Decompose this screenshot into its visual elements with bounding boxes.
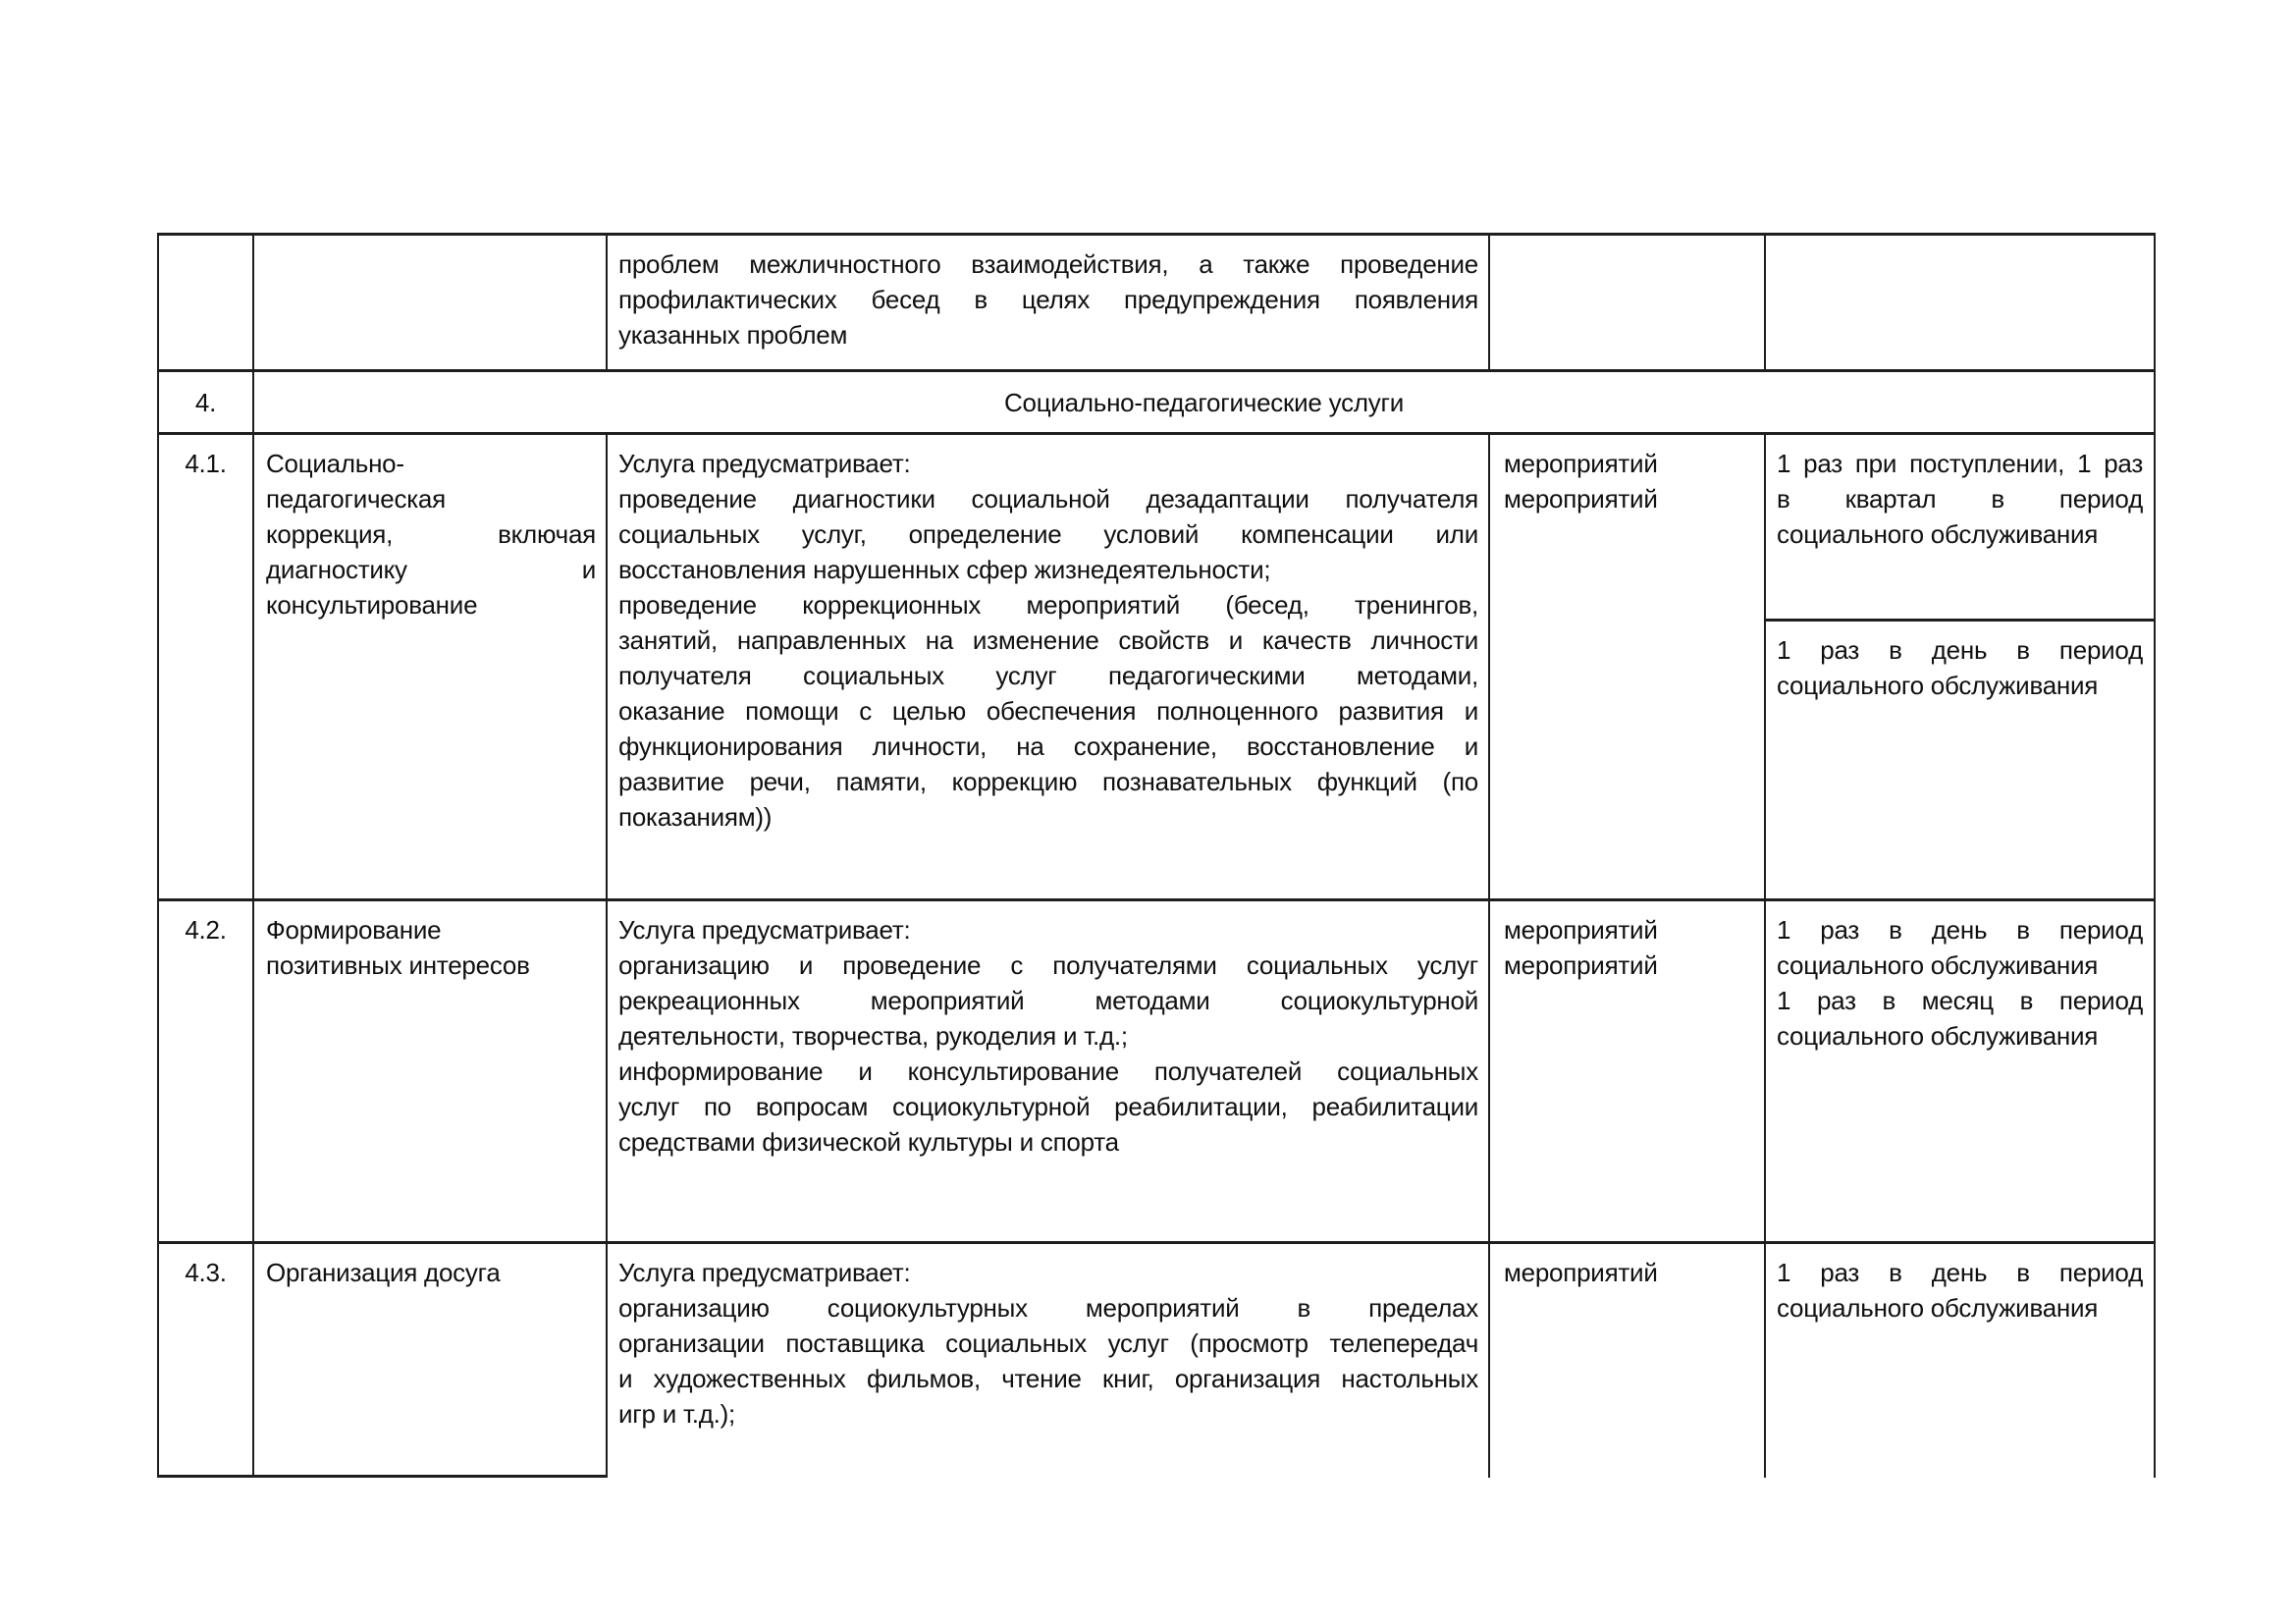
description-line: получателя социальных услуг педагогическими методами,	[618, 661, 1478, 690]
frequency-line: 1 раз в день в период	[1777, 915, 2143, 945]
row-4-3-name-cell	[252, 1241, 606, 1478]
description-line: организации поставщика социальных услуг (просмотр телепередач	[618, 1328, 1478, 1358]
service-name-line: коррекция, включая	[266, 519, 596, 549]
row-4-2-unit-cell	[1488, 898, 1764, 1241]
description-line: игр и т.д.);	[618, 1399, 735, 1429]
service-name-line: диагностику и	[266, 555, 596, 584]
description-line: указанных проблем	[618, 320, 848, 350]
description-line: функционирования личности, на сохранение, восстановление и	[618, 731, 1478, 761]
unit-label: мероприятий	[1504, 915, 1658, 945]
service-name-line: позитивных интересов	[266, 950, 530, 980]
row-number: 4.3.	[185, 1258, 227, 1287]
row-4-1-name-cell	[252, 432, 606, 898]
cont-row-unit-cell	[1488, 233, 1764, 369]
section-title: Социально-педагогические услуги	[1003, 387, 1404, 417]
unit-label: мероприятий	[1504, 484, 1658, 514]
service-name-line: Формирование	[266, 915, 442, 945]
frequency-line: 1 раз в день в период	[1777, 635, 2143, 665]
row-4-2-number-cell	[157, 898, 252, 1241]
frequency-line: 1 раз в день в период	[1777, 1258, 2143, 1287]
description-line: проблем межличностного взаимодействия, а также проведение	[618, 249, 1478, 279]
row-number: 4.2.	[185, 915, 227, 945]
description-line: и художественных фильмов, чтение книг, организация настольных	[618, 1364, 1478, 1393]
section-number: 4.	[194, 387, 217, 417]
row-4-3-number-cell	[157, 1241, 252, 1478]
description-line: социальных услуг, определение условий компенсации или	[618, 519, 1478, 549]
row-4-3-unit-cell	[1488, 1241, 1764, 1478]
description-line: деятельности, творчества, рукоделия и т.д.;	[618, 1021, 1128, 1051]
row-4-1-number-cell	[157, 432, 252, 898]
row-4-1-description-cell	[606, 432, 1488, 898]
cont-row-description-cell	[606, 233, 1488, 369]
description-line: профилактических бесед в целях предупреждения появления	[618, 285, 1478, 314]
row-4-2-description-cell	[606, 898, 1488, 1241]
description-line: оказание помощи с целью обеспечения полноценного развития и	[618, 696, 1478, 726]
service-name-line: консультирование	[266, 590, 478, 620]
frequency-line: в квартал в период	[1777, 484, 2143, 514]
cont-row-frequency-cell	[1764, 233, 2156, 369]
description-line: показаниям))	[618, 802, 773, 832]
frequency-line: 1 раз при поступлении, 1 раз	[1777, 449, 2143, 478]
description-line: восстановления нарушенных сфер жизнедеятельности;	[618, 555, 1271, 584]
service-name-line: Социально-	[266, 449, 404, 478]
description-line: развитие речи, памяти, коррекцию познавательных функций (по	[618, 767, 1478, 796]
description-line: проведение коррекционных мероприятий (бесед, тренингов,	[618, 590, 1478, 620]
unit-label: мероприятий	[1504, 950, 1658, 980]
frequency-line: социального обслуживания	[1777, 671, 2099, 700]
row-4-1-frequency-cell-1	[1764, 432, 2156, 619]
description-line: организацию и проведение с получателями социальных услуг	[618, 950, 1478, 980]
description-line: Услуга предусматривает:	[618, 449, 911, 478]
description-line: средствами физической культуры и спорта	[618, 1127, 1119, 1157]
row-4-2-name-cell	[252, 898, 606, 1241]
description-line: Услуга предусматривает:	[618, 1258, 911, 1287]
description-line: рекреационных мероприятий методами социокультурной	[618, 986, 1478, 1015]
section-number-cell	[157, 369, 252, 432]
frequency-line: социального обслуживания	[1777, 1021, 2099, 1051]
frequency-line: социального обслуживания	[1777, 1293, 2099, 1323]
description-line: занятий, направленных на изменение свойств и качеств личности	[618, 625, 1478, 655]
cont-row-name-cell	[252, 233, 606, 369]
description-line: организацию социокультурных мероприятий в пределах	[618, 1293, 1478, 1323]
description-line: Услуга предусматривает:	[618, 915, 911, 945]
service-name-line: педагогическая	[266, 484, 446, 514]
section-title-cell	[252, 369, 2156, 432]
frequency-line: 1 раз в месяц в период	[1777, 986, 2143, 1015]
row-4-3-description-cell	[606, 1241, 1488, 1478]
description-line: услуг по вопросам социокультурной реабилитации, реабилитации	[618, 1092, 1478, 1121]
services-table	[157, 233, 2156, 1478]
row-4-2-frequency-cell	[1764, 898, 2156, 1241]
description-line: проведение диагностики социальной дезадаптации получателя	[618, 484, 1478, 514]
unit-label: мероприятий	[1504, 1258, 1658, 1287]
row-4-1-frequency-cell-2	[1764, 619, 2156, 898]
frequency-line: социального обслуживания	[1777, 519, 2099, 549]
row-4-1-unit-cell	[1488, 432, 1764, 898]
row-4-3-frequency-cell	[1764, 1241, 2156, 1478]
service-name-line: Организация досуга	[266, 1258, 501, 1287]
unit-label: мероприятий	[1504, 449, 1658, 478]
row-number: 4.1.	[185, 449, 227, 478]
frequency-line: социального обслуживания	[1777, 950, 2099, 980]
description-line: информирование и консультирование получателей социальных	[618, 1056, 1478, 1086]
cont-row-number-cell	[157, 233, 252, 369]
